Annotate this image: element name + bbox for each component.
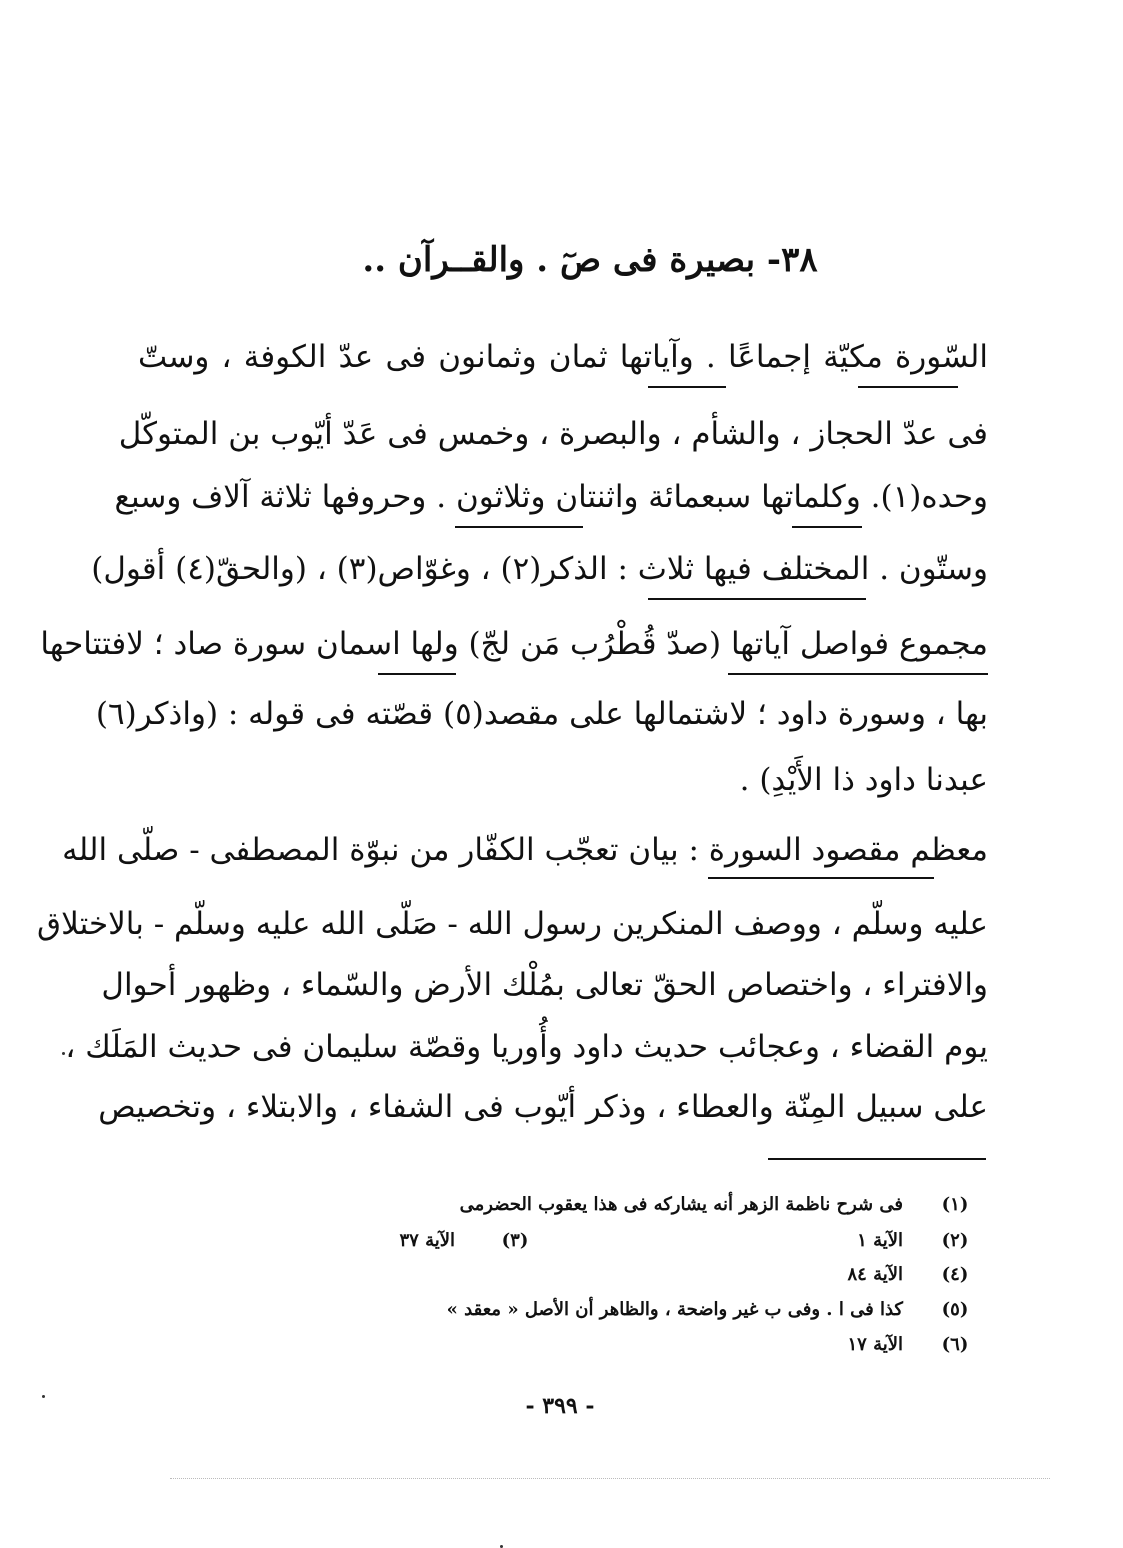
footnote-text: الآية ١ — [857, 1230, 903, 1251]
scan-speck — [42, 1395, 45, 1398]
paragraph-line: مجموع فواصل آياتها (صدّ قُطْرُب مَن لجّ) ولها اسمان سورة صاد ؛ لافتتاحها — [40, 626, 988, 662]
footnote-separator — [768, 1158, 986, 1160]
keyword-underline — [648, 598, 866, 600]
keyword-underline — [648, 386, 726, 388]
page-number: - ٣٩٩ - — [525, 1393, 595, 1419]
paragraph-line: فى عدّ الحجاز ، والشأم ، والبصرة ، وخمس فى عَدّ أيّوب بن المتوكّل — [118, 416, 988, 452]
paragraph-line: عبدنا داود ذا الأَيْدِ) . — [739, 762, 988, 798]
paragraph-line: يوم القضاء ، وعجائب حديث داود وأُوريا وقصّة سليمان فى حديث المَلَك ، — [65, 1029, 988, 1065]
keyword-underline — [455, 526, 583, 528]
footnote-number: (٢) — [941, 1230, 969, 1251]
footnote-text: الآية ١٧ — [847, 1334, 903, 1355]
footnote-number: (٥) — [941, 1299, 969, 1320]
footnote-number: (٣) — [501, 1230, 529, 1251]
paragraph-line: السّورة مكيّة إجماعًا . وآياتها ثمان وثمانون فى عدّ الكوفة ، وستّ — [138, 339, 988, 375]
scan-artifact-line — [170, 1478, 1050, 1479]
paragraph-line: والافتراء ، واختصاص الحقّ تعالى بمُلْك الأرض والسّماء ، وظهور أحوال — [101, 967, 988, 1003]
footnote-number: (٦) — [941, 1334, 969, 1355]
footnote-number: (١) — [941, 1194, 969, 1215]
keyword-underline — [792, 526, 862, 528]
chapter-heading: ٣٨- بصيرة فى صٓ . والقــرآن .. — [362, 240, 818, 280]
footnote-text: كذا فى ا . وفى ب غير واضحة ، والظاهر أن الأصل « معقد » — [446, 1299, 903, 1320]
paragraph-line: بها ، وسورة داود ؛ لاشتمالها على مقصد(٥) قصّته فى قوله : (واذكر(٦) — [95, 696, 988, 732]
keyword-underline — [378, 673, 456, 675]
paragraph-line: عليه وسلّم ، ووصف المنكرين رسول الله - صَلّى الله عليه وسلّم - بالاختلاق — [37, 906, 988, 942]
footnote-text: فى شرح ناظمة الزهر أنه يشاركه فى هذا يعقوب الحضرمى — [459, 1194, 903, 1215]
keyword-underline — [728, 673, 988, 675]
paragraph-line: معظم مقصود السورة : بيان تعجّب الكفّار من نبوّة المصطفى - صلّى الله — [62, 832, 988, 868]
keyword-underline — [708, 877, 934, 879]
footnote-number: (٤) — [941, 1264, 969, 1285]
footnote-text: الآية ٣٧ — [399, 1230, 455, 1251]
scan-speck — [62, 1052, 65, 1055]
paragraph-line: وستّون . المختلف فيها ثلاث : الذكر(٢) ، وغوّاص(٣) ، (والحقّ(٤) أقول) — [91, 551, 988, 587]
footnote-text: الآية ٨٤ — [847, 1264, 903, 1285]
paragraph-line: على سبيل المِنّة والعطاء ، وذكر أيّوب فى الشفاء ، والابتلاء ، وتخصيص — [98, 1089, 988, 1125]
paragraph-line: وحده(١). وكلماتها سبعمائة واثنتان وثلاثون . وحروفها ثلاثة آلاف وسبع — [114, 479, 988, 515]
keyword-underline — [858, 386, 958, 388]
